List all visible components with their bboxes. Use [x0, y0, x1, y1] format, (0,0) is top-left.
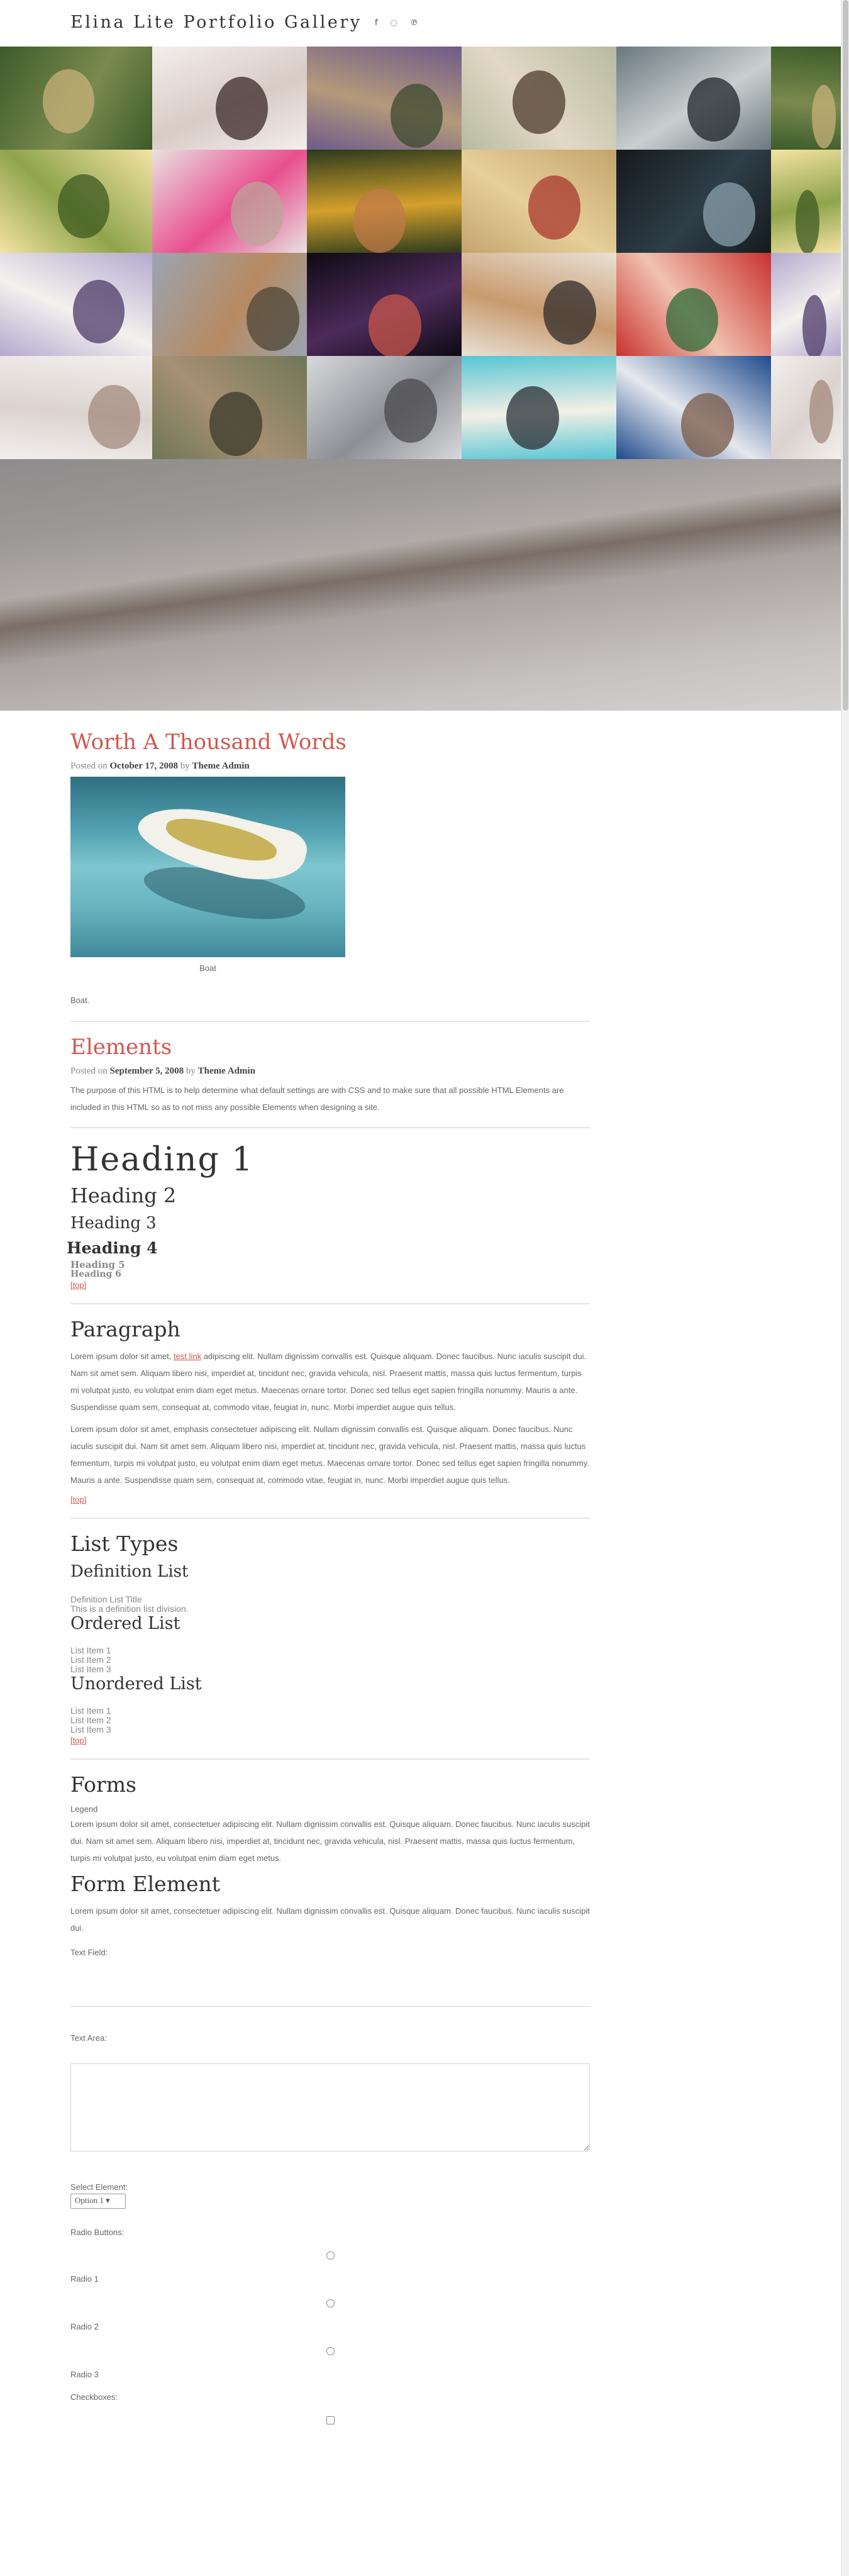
- social-links: [375, 19, 418, 28]
- post-elements: [67, 1035, 590, 2426]
- photo-subject: [216, 77, 269, 141]
- definition-term: Definition List Title: [70, 1594, 142, 1604]
- forms-paragraph: Lorem ipsum dolor sit amet, consectetuer adipiscing elit. Nullam dignissim convallis est. Quisque aliquam. Donec faucibus. Nunc iaculis suscipit dui. Nam sit amet sem. Aliquam libero nisi, imperdiet at, tincidunt nec, gravida vehicula, nisl. Praesent mattis, massa quis luctus fermentum, turpis mi volutpat justo, eu volutpat enim diam eget metus.: [70, 1819, 590, 1863]
- photo-subject: [809, 380, 833, 444]
- pinterest-icon[interactable]: ℗: [409, 18, 418, 28]
- select-dropdown[interactable]: Option 1 ▾: [70, 2194, 126, 2209]
- post-author[interactable]: Theme Admin: [197, 1066, 255, 1076]
- gallery-photo[interactable]: [152, 356, 307, 459]
- page-scrollbar[interactable]: [841, 0, 849, 2576]
- heading-6: Heading 6: [70, 1269, 121, 1279]
- ordered-list-title: Ordered List: [70, 1614, 180, 1633]
- radio-1-button[interactable]: [326, 2251, 335, 2260]
- photo-subject: [353, 189, 406, 253]
- checkbox-1[interactable]: [326, 2416, 335, 2424]
- text-field-input[interactable]: [70, 1988, 590, 2007]
- forms-title: Forms: [70, 1772, 136, 1797]
- heading-5: Heading 5: [70, 1259, 125, 1270]
- photo-subject: [528, 175, 581, 240]
- list-types-title: List Types: [70, 1531, 179, 1556]
- post-list: [67, 730, 590, 2426]
- gallery-photo[interactable]: [462, 150, 616, 253]
- form-element-title: Form Element: [70, 1872, 221, 1896]
- gallery-photo[interactable]: [462, 253, 616, 356]
- photo-subject: [73, 280, 125, 344]
- site-header: [0, 0, 841, 47]
- scrollbar-thumb[interactable]: [843, 0, 848, 711]
- test-link[interactable]: test link: [174, 1352, 202, 1361]
- gallery-photo[interactable]: [616, 47, 771, 150]
- photo-subject: [796, 190, 819, 253]
- gallery-photo[interactable]: [152, 47, 307, 150]
- gallery-photo[interactable]: [771, 47, 841, 150]
- photo-subject: [231, 182, 284, 246]
- post-date[interactable]: October 17, 2008: [109, 761, 178, 771]
- post-title[interactable]: Worth A Thousand Words: [70, 730, 347, 755]
- divider: [70, 1758, 590, 1760]
- gallery-photo[interactable]: [307, 356, 462, 459]
- radio-3-button[interactable]: [326, 2347, 335, 2355]
- legend: Legend: [70, 1804, 98, 1814]
- gallery-photo[interactable]: [771, 356, 841, 459]
- post-worth-a-thousand-words: [70, 730, 590, 1009]
- paragraph-title: Paragraph: [70, 1317, 180, 1341]
- gallery-photo[interactable]: [616, 253, 771, 356]
- gallery-photo[interactable]: [0, 150, 152, 253]
- photo-subject: [802, 295, 826, 356]
- top-link[interactable]: [top]: [70, 1280, 87, 1290]
- photo-subject: [687, 77, 740, 142]
- gallery-photo[interactable]: [307, 253, 462, 356]
- definition-list-title: Definition List: [70, 1562, 189, 1581]
- photo-subject: [513, 70, 565, 135]
- top-link[interactable]: [top]: [70, 1736, 87, 1745]
- post-author[interactable]: Theme Admin: [192, 761, 250, 771]
- gallery-photo[interactable]: [307, 150, 462, 253]
- post-intro: The purpose of this HTML is to help determine what default settings are with CSS and to make sure that all possible HTML Elements are included in this HTML so as to not miss any possible Elements when designing a site.: [70, 1085, 564, 1112]
- gallery-photo[interactable]: [0, 253, 152, 356]
- definition-description: This is a definition list division.: [70, 1604, 189, 1614]
- gallery-photo[interactable]: [771, 253, 841, 356]
- photo-subject: [209, 392, 262, 456]
- post-title[interactable]: Elements: [70, 1035, 172, 1060]
- heading-3: Heading 3: [70, 1214, 157, 1233]
- top-link[interactable]: [top]: [70, 1495, 87, 1504]
- ordered-list-item: List Item 1: [70, 1645, 111, 1655]
- radio-1-label: Radio 1: [70, 2274, 99, 2284]
- gallery-photo[interactable]: [462, 356, 616, 459]
- photo-subject: [384, 379, 437, 443]
- photo-subject: [247, 287, 299, 351]
- form-element-paragraph: Lorem ipsum dolor sit amet, consectetuer adipiscing elit. Nullam dignissim convallis est. Quisque aliquam. Donec faucibus. Nunc iaculis suscipit dui.: [70, 1906, 590, 1933]
- photo-subject: [543, 280, 596, 345]
- unordered-list-item: List Item 1: [70, 1706, 111, 1716]
- gallery-photo[interactable]: [307, 47, 462, 150]
- divider: [70, 1021, 590, 1022]
- gallery-photo[interactable]: [462, 47, 616, 150]
- ordered-list-item: List Item 3: [70, 1664, 111, 1674]
- ordered-list-item: List Item 2: [70, 1655, 111, 1665]
- text-field-label: Text Field:: [70, 1948, 108, 1957]
- photo-subject: [703, 182, 756, 247]
- photo-subject: [58, 174, 109, 238]
- heading-4: Heading 4: [67, 1239, 158, 1257]
- photo-subject: [369, 294, 421, 356]
- photo-subject: [812, 85, 836, 149]
- image-caption: Boat: [199, 963, 216, 973]
- gallery-photo[interactable]: [616, 356, 771, 459]
- photo-gallery: [0, 47, 841, 459]
- gallery-photo[interactable]: [152, 253, 307, 356]
- chat-icon[interactable]: ◌: [390, 18, 397, 28]
- radio-2-button[interactable]: [326, 2299, 335, 2307]
- radio-3-label: Radio 3: [70, 2370, 99, 2379]
- site-title[interactable]: Elina Lite Portfolio Gallery: [70, 13, 362, 32]
- divider: [70, 1518, 590, 1519]
- divider: [70, 1303, 590, 1304]
- gallery-photo[interactable]: [0, 47, 152, 150]
- paragraph-2: Lorem ipsum dolor sit amet, emphasis consectetuer adipiscing elit. Nullam dignissim convallis est. Quisque aliquam. Donec faucibus. Nunc iaculis suscipit dui. Nam sit amet sem. Aliquam libero nisi, imperdiet at, tincidunt nec, gravida vehicula, nisl. Praesent mattis, massa quis luctus fermentum, turpis mi volutpat justo, eu volutpat enim diam eget metus. Maecenas ornare tortor. Donec sed tellus eget sapien fringilla nonummy. Mauris a ante. Suspendisse quam sem, consequat at, commodo vitae, feugiat in, nunc. Morbi imperdiet augue quis tellus.: [70, 1424, 589, 1485]
- post-meta: Posted on September 5, 2008 by Theme Admin: [70, 1066, 255, 1076]
- gallery-photo[interactable]: [771, 150, 841, 253]
- unordered-list-item: List Item 3: [70, 1724, 111, 1735]
- boat-image[interactable]: [70, 777, 345, 957]
- photo-subject: [88, 385, 140, 449]
- facebook-icon[interactable]: f: [375, 18, 378, 28]
- post-excerpt: Boat.: [70, 996, 90, 1005]
- photo-subject: [666, 288, 719, 352]
- checkboxes-label: Checkboxes:: [70, 2392, 118, 2402]
- photo-subject: [506, 386, 559, 450]
- heading-2: Heading 2: [70, 1184, 177, 1208]
- gallery-photo[interactable]: [616, 150, 771, 253]
- hero-banner: [0, 459, 841, 711]
- text-area-label: Text Area:: [70, 2033, 107, 2043]
- paragraph-1: Lorem ipsum dolor sit amet, test link adipiscing elit. Nullam dignissim convallis est. Quisque aliquam. Donec faucibus. Nunc iaculis suscipit dui. Nam sit amet sem. Aliquam libero nisi, imperdiet at, tincidunt nec, gravida vehicula, nisl. Praesent mattis, massa quis luctus fermentum, turpis mi volutpat justo, eu volutpat enim diam eget metus. Maecenas ornare tortor. Donec sed tellus eget sapien fringilla nonummy. Mauris a ante. Suspendisse quam sem, consequat at, commodo vitae, feugiat in, nunc. Morbi imperdiet augue quis tellus.: [70, 1352, 587, 1412]
- post-date[interactable]: September 5, 2008: [109, 1066, 184, 1076]
- select-label: Select Element:: [70, 2182, 128, 2192]
- divider: [70, 1127, 590, 1128]
- post-meta: Posted on October 17, 2008 by Theme Admin: [70, 761, 250, 771]
- unordered-list-title: Unordered List: [70, 1674, 202, 1694]
- gallery-photo[interactable]: [0, 356, 152, 459]
- radio-buttons-label: Radio Buttons:: [70, 2228, 125, 2237]
- heading-1: Heading 1: [70, 1141, 254, 1179]
- photo-subject: [43, 69, 94, 133]
- radio-2-label: Radio 2: [70, 2322, 99, 2331]
- photo-subject: [391, 84, 443, 148]
- unordered-list-item: List Item 2: [70, 1715, 111, 1725]
- photo-subject: [681, 393, 734, 457]
- gallery-photo[interactable]: [152, 150, 307, 253]
- text-area-input[interactable]: [70, 2063, 590, 2151]
